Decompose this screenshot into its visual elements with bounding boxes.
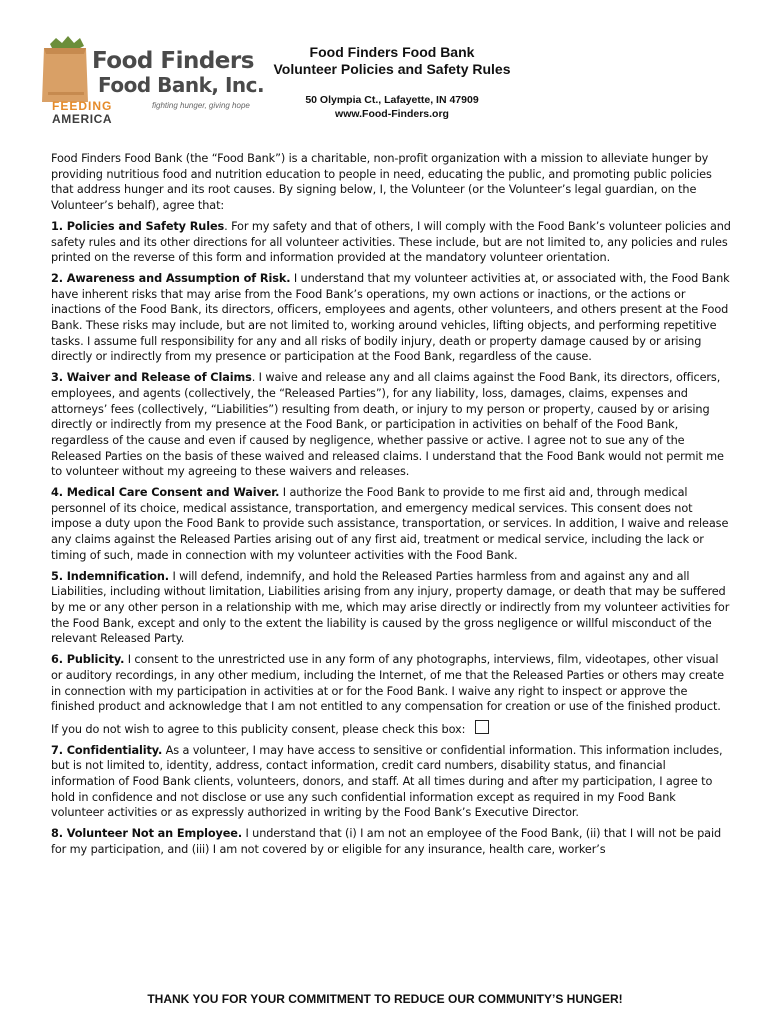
logo-tagline: fighting hunger, giving hope: [152, 101, 250, 110]
section-heading: 3. Waiver and Release of Claims: [51, 371, 252, 385]
logo-line1: Food Finders: [92, 48, 254, 74]
food-finders-logo: [40, 28, 280, 126]
section-publicity: [51, 652, 731, 715]
document-title-line2: Volunteer Policies and Safety Rules: [273, 61, 511, 77]
address: 50 Olympia Ct., Lafayette, IN 47909: [305, 94, 479, 106]
section-heading: 7. Confidentiality.: [51, 743, 163, 757]
section-text: I will defend, indemnify, and hold the Released Parties harmless from and against any and all Liabilities, including without limitation, Liabilities arising from any injury, property damage, or death that may be suffered by me or any other person in a relationship with me, which may arise directly or indirectly from my volunteer activities for the Food Bank, except and only to the extent the liability is caused by the gross negligence or willful misconduct of the relevant Released Party.: [51, 569, 730, 646]
intro-paragraph: Food Finders Food Bank (the “Food Bank”) is a charitable, non-profit organization with a mission to alleviate hunger by providing nutritious food and nutrition education to people in need, educating the public, and promoting public policies that address hunger and its root causes. By signing below, I, the Volunteer (or the Volunteer’s legal guardian, on the Volunteer’s behalf), agree that:: [51, 152, 712, 213]
section-text: I authorize the Food Bank to provide to me first aid and, through medical personnel of its choice, medical assistance, transportation, and emergency medical services. This consent does not impose a duty upon the Food Bank to provide such assistance, transportation, or services. In addition, I waive and release any claims against the Released Parties arising out of any first aid, treatment or medical service, including the lack or timing of such, made in connection with my volunteer activities with the Food Bank.: [51, 486, 729, 562]
section-heading: 1. Policies and Safety Rules: [51, 219, 225, 233]
publicity-optout: [51, 720, 731, 738]
website: www.Food-Finders.org: [335, 108, 449, 120]
document-title-line1: Food Finders Food Bank: [309, 44, 475, 60]
section-heading: 2. Awareness and Assumption of Risk.: [51, 271, 291, 285]
section-heading: 6. Publicity.: [51, 653, 125, 667]
policy-body: [51, 151, 731, 863]
section-text: As a volunteer, I may have access to sensitive or confidential information. This information includes, but is not limited to, identity, address, contact information, credit card numbers, disability status, and financial information of Food Bank clients, volunteers, donors, and staff. At all times during and after my participation, I agree to hold in confidence and not disclose or use any such confidential information except as required in my Food Bank volunteer activities or as expressly authorized in writing by the Food Bank’s Executive Director.: [51, 743, 723, 820]
section-indemnification: [51, 569, 731, 648]
section-waiver: [51, 370, 731, 480]
section-heading: 4. Medical Care Consent and Waiver.: [51, 486, 280, 500]
section-heading: 8. Volunteer Not an Employee.: [51, 827, 243, 841]
logo-line2: Food Bank, Inc.: [98, 73, 265, 97]
section-not-employee: [51, 826, 731, 857]
publicity-checkbox-label: If you do not wish to agree to this publicity consent, please check this box:: [51, 722, 466, 736]
section-awareness: [51, 271, 731, 365]
footer-thank-you: THANK YOU FOR YOUR COMMITMENT TO REDUCE OUR COMMUNITY’S HUNGER!: [147, 992, 623, 1006]
grocery-bag-icon: [40, 34, 92, 102]
section-text: I understand that my volunteer activities at, or associated with, the Food Bank have inherent risks that may arise from the Food Bank’s operations, my own actions or inactions, or the actions or inactions of the Food Bank, its directors, officers, employees and agents, other volunteers, and others present at the Food Bank. These risks may include, but are not limited to, working around vehicles, lifting objects, and performing repetitive tasks. I assume full responsibility for any and all risks of bodily injury, death or property damage caused by or arising directly or indirectly from my presence or participation at the Food Bank, regardless of the cause.: [51, 271, 730, 364]
section-confidentiality: [51, 743, 731, 822]
document-header: [262, 44, 522, 121]
logo-feeding: FEEDING: [52, 99, 113, 113]
publicity-optout-checkbox[interactable]: [475, 720, 489, 734]
section-medical: [51, 485, 731, 564]
section-text: . I waive and release any and all claims against the Food Bank, its directors, officers, employees, and agents (collectively, the “Released Parties”), for any liability, loss, damages, claims, expenses and attorneys’ fees (collectively, “Liabilities”) resulting from death, or injury to my person or property, caused by or arising directly or indirectly from my presence at the Food Bank, or participation in activities on behalf of the Food Bank, regardless of the cause and even if caused by negligence, whether passive or active. I agree not to sue any of the Released Parties on the basis of these waived and released claims. I understand that the Food Bank would not permit me to volunteer without my agreeing to these waivers and releases.: [51, 371, 724, 479]
section-heading: 5. Indemnification.: [51, 569, 169, 583]
section-policies: [51, 219, 731, 266]
section-text: I understand that (i) I am not an employee of the Food Bank, (ii) that I will not be paid for my participation, and (iii) I am not covered by or eligible for any insurance, health care, worker’s: [51, 827, 722, 856]
section-text: . For my safety and that of others, I will comply with the Food Bank’s volunteer policies and safety rules and its other directions for all volunteer activities. These include, but are not limited to, any policies and rules printed on the reverse of this form and information provided at the mandatory volunteer orientation.: [51, 219, 731, 265]
section-text: I consent to the unrestricted use in any form of any photographs, interviews, film, videotapes, other visual or auditory recordings, in any other medium, including the Internet, of me that the Released Parties or others may create in connection with my participation in activities at or for the Food Bank. I waive any right to inspect or approve the finished product and acknowledge that I am not entitled to any compensation for creation or use of the finished product.: [51, 653, 724, 714]
logo-america: AMERICA: [52, 112, 113, 126]
